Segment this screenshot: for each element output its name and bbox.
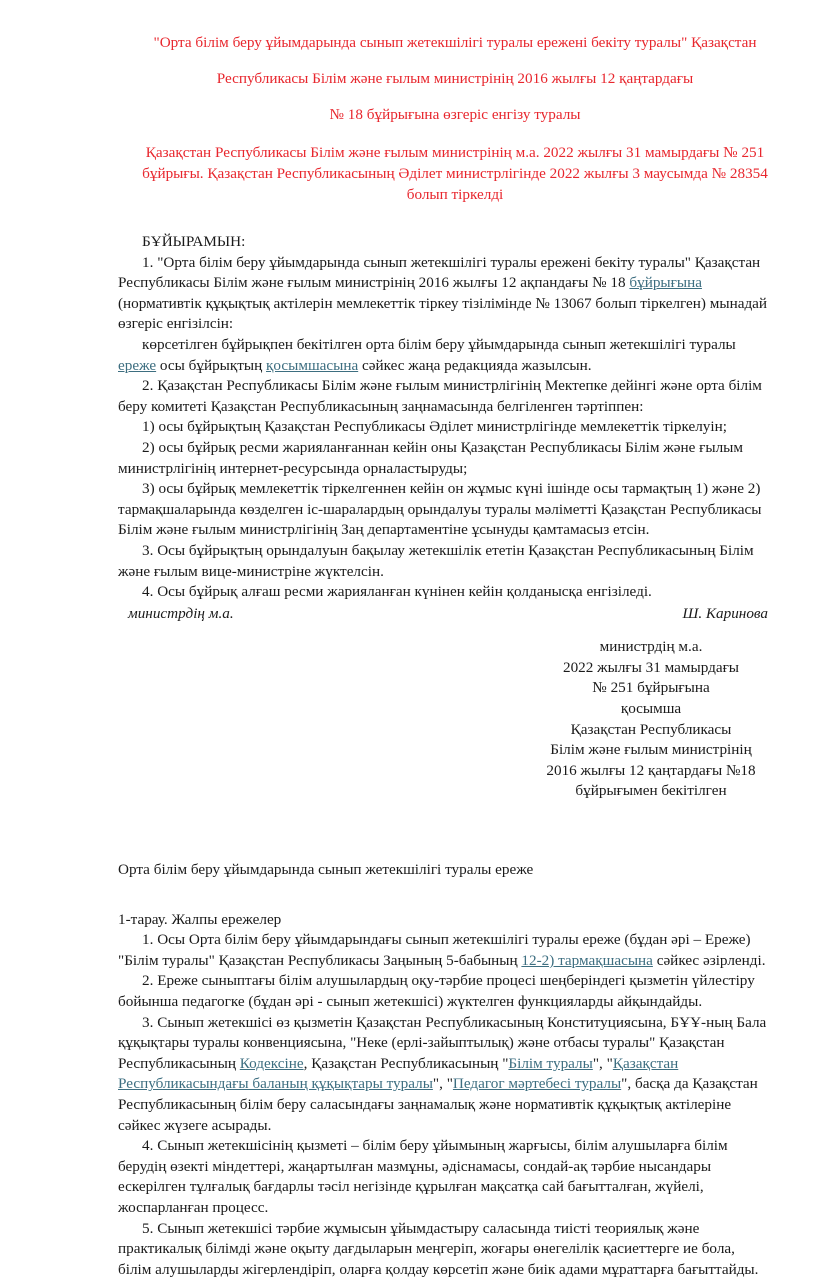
regulation-para-3 (118, 1013, 768, 1137)
link-pedagog-martebesi-turaly[interactable]: Педагог мәртебесі туралы (452, 1075, 622, 1093)
regulation-para-1-text-b: сәйкес әзірленді. (652, 951, 766, 969)
link-buyrygyna[interactable]: бұйрығына (629, 274, 702, 292)
clause-1 (118, 253, 768, 335)
title-line-3: № 18 бұйрығына өзгеріс енгізу туралы (329, 106, 581, 123)
approval-line-4: қосымша (620, 700, 682, 718)
link-bilim-turaly[interactable]: Білім туралы (508, 1054, 593, 1072)
order-body (118, 232, 768, 603)
link-tarmaqshasyna[interactable]: 12-2) тармақшасына (521, 951, 653, 969)
registration-note: Қазақстан Республикасы Білім және ғылым министрінің м.а. 2022 жылғы 31 мамырдағы № 251 бұйрығы. Қазақстан Республикасының Әділет министрлігінде 2022 жылғы 3 маусымда № 28354 болып тіркелді (142, 144, 768, 203)
signature-row (118, 604, 768, 625)
link-erezhe[interactable]: ереже (118, 356, 157, 374)
regulation-para-3-text-a: 3. Сынып жетекшісі өз қызметін Қазақстан Республикасының Конституциясына, БҰҰ-ның Бала құқықтары туралы конвенциясына, "Неке (ерлі-зайыптылық) және отбасы туралы" Қазақстан Республикасының (118, 1013, 767, 1072)
regulation-para-3-text-d: ", " (432, 1075, 453, 1093)
approval-line-6: Білім және ғылым министрінің (550, 741, 752, 759)
clause-1-sub-text-b: осы бұйрықтың (156, 356, 267, 374)
clause-1-sub-text-a: көрсетілген бұйрықпен бекітілген орта білім беру ұйымдарында сынып жетекшілігі туралы (142, 335, 736, 353)
title-line-2: Республикасы Білім және ғылым министрінің 2016 жылғы 12 қаңтардағы (216, 70, 694, 87)
clause-2-item-2: 2) осы бұйрық ресми жарияланғаннан кейін оны Қазақстан Республикасы Білім және ғылым министрлігінің интернет-ресурсында орналастыруды; (118, 438, 743, 477)
document-title (140, 30, 770, 128)
approval-line-8: бұйрығымен бекітілген (575, 782, 727, 800)
clause-4: 4. Осы бұйрық алғаш ресми жарияланған күнінен кейін қолданысқа енгізіледі. (142, 583, 652, 601)
regulation-body (118, 930, 768, 1280)
clause-3: 3. Осы бұйрықтың орындалуын бақылау жетекшілік ететін Қазақстан Республикасының Білім және ғылым вице-министріне жүктелсін. (118, 541, 754, 580)
approval-line-7: 2016 жылғы 12 қаңтардағы №18 (546, 761, 756, 779)
clause-1-text-a: 1. "Орта білім беру ұйымдарында сынып жетекшілігі туралы ережені бекіту туралы" Қазақстан Республикасы Білім және ғылым министрінің 2016 жылғы 12 ақпандағы № 18 (118, 253, 761, 292)
order-heading: БҰЙЫРАМЫН: (142, 233, 246, 250)
regulation-title: Орта білім беру ұйымдарында сынып жетекшілігі туралы ереже (118, 861, 534, 879)
clause-2: 2. Қазақстан Республикасы Білім және ғылым министрлігінің Мектепке дейінгі және орта білім беру комитеті Қазақстан Республикасының заңнамасында белгіленген тәртіппен: (118, 377, 762, 415)
approval-block-inner (516, 637, 786, 802)
signature-name: Ш. Каринова (682, 604, 768, 622)
regulation-para-2: 2. Ереже сыныптағы білім алушылардың оқу-тәрбие процесі шеңберіндегі қызметін үйлестіру бойынша педагогке (бұдан әрі - сынып жетекшісі) жүктелген функцияларды айқындайды. (118, 972, 755, 1010)
regulation-para-3-text-b: , Қазақстан Республикасының " (303, 1054, 509, 1072)
regulation-chapter-title: 1-тарау. Жалпы ережелер (118, 910, 282, 928)
approval-line-5: Қазақстан Республикасы (570, 720, 732, 738)
clause-1-sub (118, 335, 768, 376)
link-qosymshasyna[interactable]: қосымшасына (266, 356, 359, 374)
approval-block (118, 637, 767, 802)
regulation-para-4: 4. Сынып жетекшісінің қызметі – білім беру ұйымының жарғысы, білім алушыларға білім берудің өзекті міндеттері, жаңартылған мазмұны, әдіснамасы, сондай-ақ тәрбие нысандары ескерілген тұлғалық бағдарлы тәсіл негізінде құрылған мақсатқа сай бағытталған, жүйелі, жоспарланған процесс. (118, 1137, 728, 1216)
clause-2-item-1: 1) осы бұйрықтың Қазақстан Республикасы Әділет министрлігінде мемлекеттік тіркелуін; (142, 418, 727, 436)
regulation-para-5: 5. Сынып жетекшісі тәрбие жұмысын ұйымдастыру саласында тиісті теориялық және практикалық білімді және оқыту дағдыларын меңгеріп, жоғары өнегелілік қасиеттерге ие бола, білім алушыларды жігерлендіріп, оларға қолдау көрсетіп және биік адами мұраттарға бағыттайды. (118, 1219, 759, 1278)
approval-line-1: министрдің м.а. (599, 638, 703, 656)
link-balanyn-quqyqtary-turaly[interactable]: Қазақстан Республикасындағы баланың құқықтары туралы (118, 1054, 679, 1093)
clause-1-sub-text-c: сәйкес жаңа редакцияда жазылсын. (358, 356, 592, 374)
clause-2-item-3: 3) осы бұйрық мемлекеттік тіркелгеннен кейін он жұмыс күні ішінде осы тармақтың 1) және 2) тармақшаларында көзделген іс-шаралардың орындалуы туралы мәліметті Қазақстан Республикасы Білім және ғылым министрлігінің Заң департаментіне ұсынуды қамтамасыз етсін. (118, 480, 762, 539)
approval-line-2: 2022 жылғы 31 мамырдағы (562, 658, 740, 676)
link-kodeksine[interactable]: Кодексіне (239, 1054, 304, 1072)
clause-1-text-b: (нормативтік құқықтық актілерін мемлекеттік тіркеу тізілімінде № 13067 болып тіркелген) мынадай өзгеріс енгізілсін: (118, 294, 768, 333)
regulation-para-3-text-e: ", басқа да Қазақстан Республикасының білім беру саласындағы заңнамалық және нормативтік құқықтық актілеріне сәйкес жүзеге асырады. (118, 1075, 758, 1134)
title-line-1: "Орта білім беру ұйымдарында сынып жетекшілігі туралы ережені бекіту туралы" Қазақстан (153, 34, 757, 51)
regulation-para-1-text-a: 1. Осы Орта білім беру ұйымдарындағы сынып жетекшілігі туралы ереже (бұдан әрі – Ереже) "Білім туралы" Қазақстан Республикасы Заңының 5-бабының (118, 931, 751, 969)
regulation-para-1 (118, 930, 768, 971)
regulation-para-3-text-c: ", " (592, 1054, 613, 1072)
signature-position: министрдің м.а. (128, 604, 234, 622)
approval-line-3: № 251 бұйрығына (592, 679, 710, 697)
